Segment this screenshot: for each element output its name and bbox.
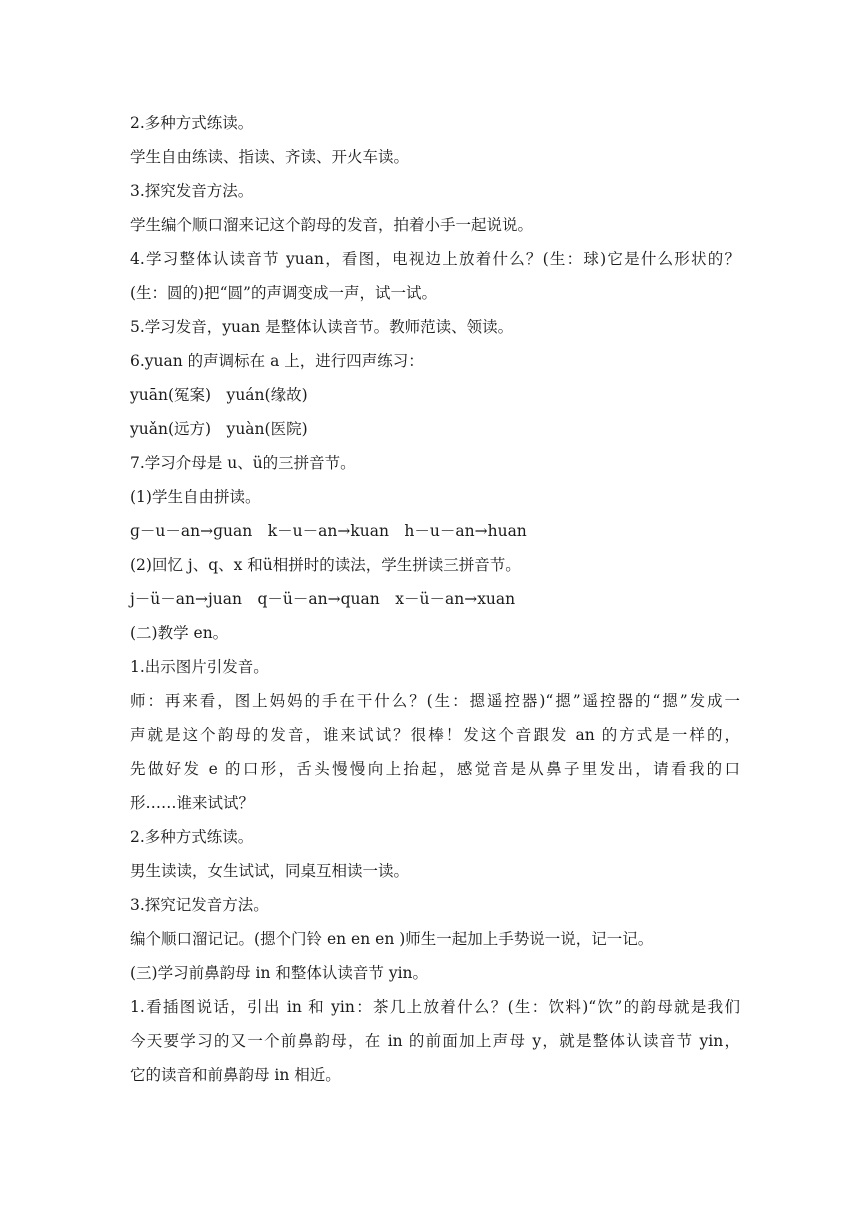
text-line: 它的读音和前鼻韵母 in 相近。 (130, 1066, 341, 1084)
text-line: 学生编个顺口溜来记这个韵母的发音，拍着小手一起说说。 (130, 216, 534, 234)
text-line: 编个顺口溜记记。(摁个门铃 en en en )师生一起加上手势说一说，记一记。 (130, 930, 654, 948)
text-line: (2)回忆 j、q、x 和ü相拼时的读法，学生拼读三拼音节。 (130, 556, 521, 574)
text-line: ɡ－u－an→ɡuan k－u－an→kuan h－u－an→huan (130, 522, 527, 540)
text-line: 5.学习发音，yuan 是整体认读音节。教师范读、领读。 (130, 318, 514, 336)
text-line: 男生读读，女生试试，同桌互相读一读。 (130, 862, 410, 880)
text-line: (生：圆的)把“圆”的声调变成一声，试一试。 (130, 284, 437, 302)
text-line: yuǎn(远方) yuàn(医院) (130, 420, 308, 438)
text-line: 2.多种方式练读。 (130, 828, 254, 846)
text-line: 6.yuan 的声调标在 a 上，进行四声练习： (130, 352, 424, 370)
text-line: yuān(冤案) yuán(缘故) (130, 386, 308, 404)
text-line: (三)学习前鼻韵母 in 和整体认读音节 yin。 (130, 964, 429, 982)
text-line: 今天要学习的又一个前鼻韵母，在 in 的前面加上声母 y，就是整体认读音节 yin， (130, 1032, 740, 1050)
text-line: 3.探究记发音方法。 (130, 896, 269, 914)
document-body (130, 106, 740, 1092)
text-line: 2.多种方式练读。 (130, 114, 254, 132)
text-line: 师：再来看，图上妈妈的手在干什么？(生：摁遥控器)“摁”遥控器的“摁”发成一 (130, 692, 740, 710)
text-line: 3.探究发音方法。 (130, 182, 254, 200)
text-line: 7.学习介母是 u、ü的三拼音节。 (130, 454, 356, 472)
text-line: j－ü－an→juan q－ü－an→quan x－ü－an→xuan (130, 590, 516, 608)
text-line: 形……谁来试试？ (130, 794, 255, 812)
text-line: 学生自由练读、指读、齐读、开火车读。 (130, 148, 410, 166)
text-line: 1.出示图片引发音。 (130, 658, 269, 676)
text-line: 4.学习整体认读音节 yuan，看图，电视边上放着什么？(生：球)它是什么形状的？ (130, 250, 740, 268)
text-line: 1.看插图说话，引出 in 和 yin：茶几上放着什么？(生：饮料)“饮”的韵母就是我们 (130, 998, 740, 1016)
text-line: 先做好发 e 的口形，舌头慢慢向上抬起，感觉音是从鼻子里发出，请看我的口 (130, 760, 740, 778)
text-line: 声就是这个韵母的发音，谁来试试？很棒！发这个音跟发 an 的方式是一样的， (130, 726, 740, 744)
text-line: (1)学生自由拼读。 (130, 488, 261, 506)
text-line: (二)教学 en。 (130, 624, 229, 642)
